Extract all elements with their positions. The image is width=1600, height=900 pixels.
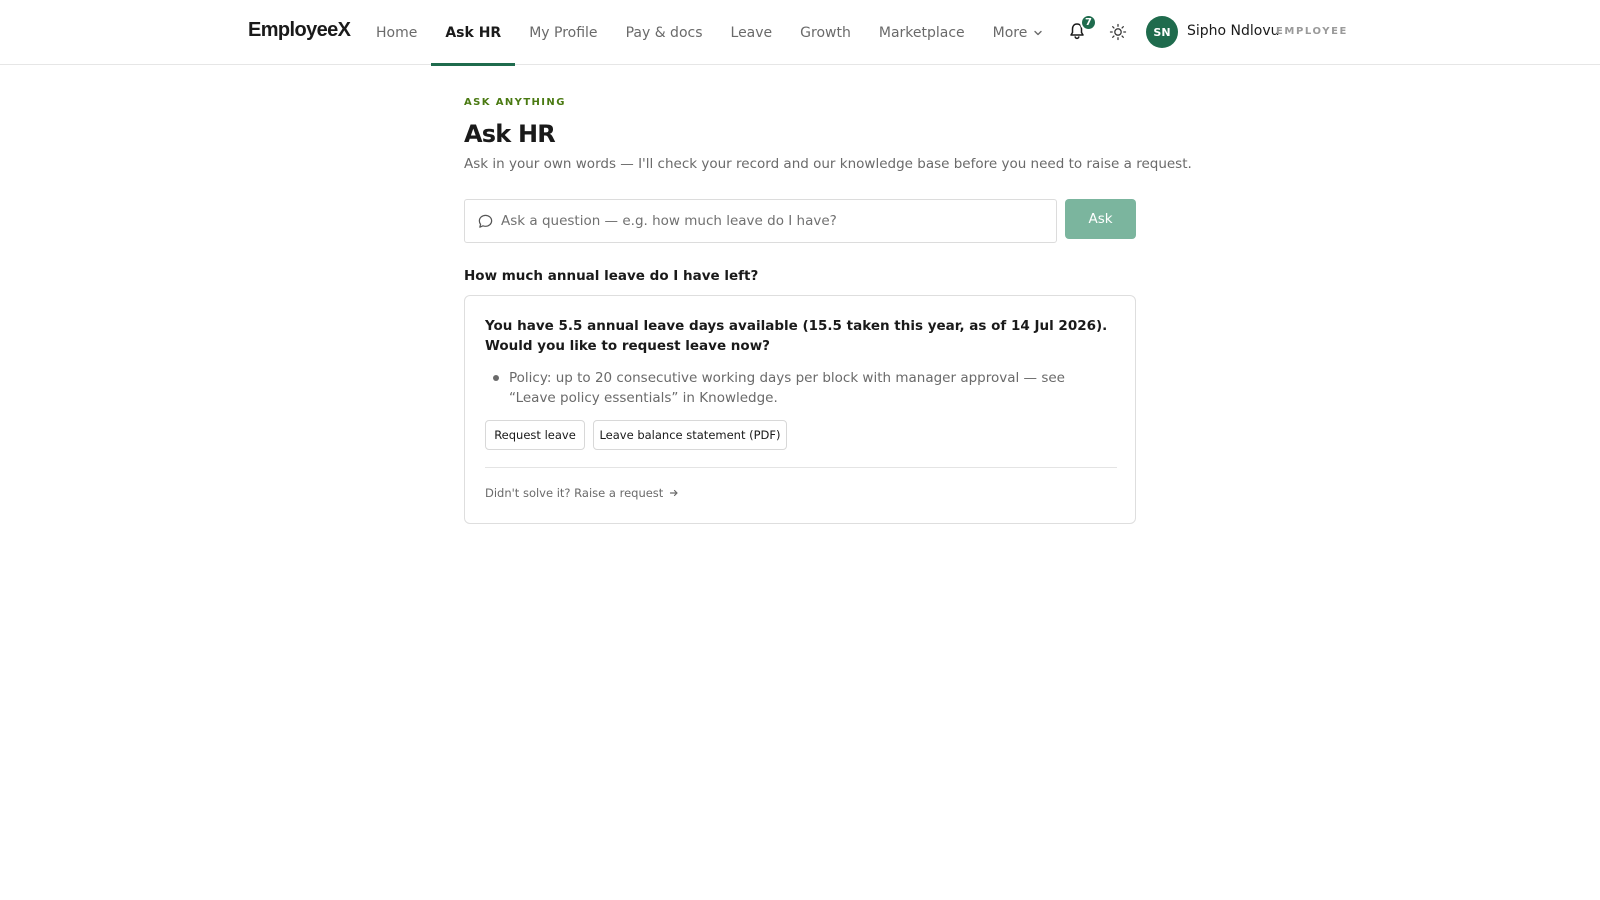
nav-item-ask-hr[interactable]: Ask HR <box>431 0 515 65</box>
page-title: Ask HR <box>464 120 555 148</box>
nav-item-leave[interactable]: Leave <box>730 24 773 41</box>
page-subtitle: Ask in your own words — I'll check your record and our knowledge base before you need to raise a request. <box>464 156 1192 172</box>
request-leave-button[interactable]: Request leave <box>485 420 585 450</box>
answer-text: You have 5.5 annual leave days available (15.5 taken this year, as of 14 Jul 2026). Would you like to request leave now? <box>485 318 1108 354</box>
nav-item-pay-docs[interactable]: Pay & docs <box>625 24 703 41</box>
raise-request-link[interactable] <box>485 486 679 500</box>
raise-request-label: Didn't solve it? Raise a request <box>485 486 664 500</box>
chevron-down-icon <box>1033 28 1043 38</box>
nav-item-my-profile[interactable]: My Profile <box>529 24 598 41</box>
nav-item-growth[interactable]: Growth <box>800 24 851 41</box>
notification-count-badge: 7 <box>1080 14 1097 31</box>
question-search-box <box>464 199 1057 243</box>
nav-item-home[interactable]: Home <box>376 24 418 41</box>
answer-card <box>464 295 1136 524</box>
nav-item-more[interactable] <box>979 0 1058 65</box>
app-logo[interactable]: EmployeeX <box>248 19 351 41</box>
sun-icon <box>1108 22 1128 42</box>
policy-note: Policy: up to 20 consecutive working days per block with manager approval — see “Leave policy essentials” in Knowledge. <box>509 370 1065 406</box>
main-nav <box>362 0 1057 65</box>
top-navigation-bar <box>0 0 1600 65</box>
nav-item-marketplace[interactable]: Marketplace <box>878 24 965 41</box>
asked-question: How much annual leave do I have left? <box>464 268 759 284</box>
nav-item-more-label: More <box>992 24 1028 41</box>
ask-button[interactable]: Ask <box>1065 199 1136 239</box>
arrow-right-icon <box>669 488 679 498</box>
leave-balance-statement-button[interactable]: Leave balance statement (PDF) <box>593 420 787 450</box>
theme-toggle-button[interactable] <box>1108 22 1128 42</box>
chat-bubble-icon <box>477 213 494 230</box>
page-eyebrow: ASK ANYTHING <box>464 97 566 108</box>
user-name[interactable]: Sipho Ndlovu <box>1187 23 1280 39</box>
question-input[interactable] <box>501 200 1051 242</box>
user-role-label: EMPLOYEE <box>1276 26 1348 37</box>
list-bullet <box>493 375 499 381</box>
user-avatar[interactable]: SN <box>1146 16 1178 48</box>
card-divider <box>485 467 1117 468</box>
